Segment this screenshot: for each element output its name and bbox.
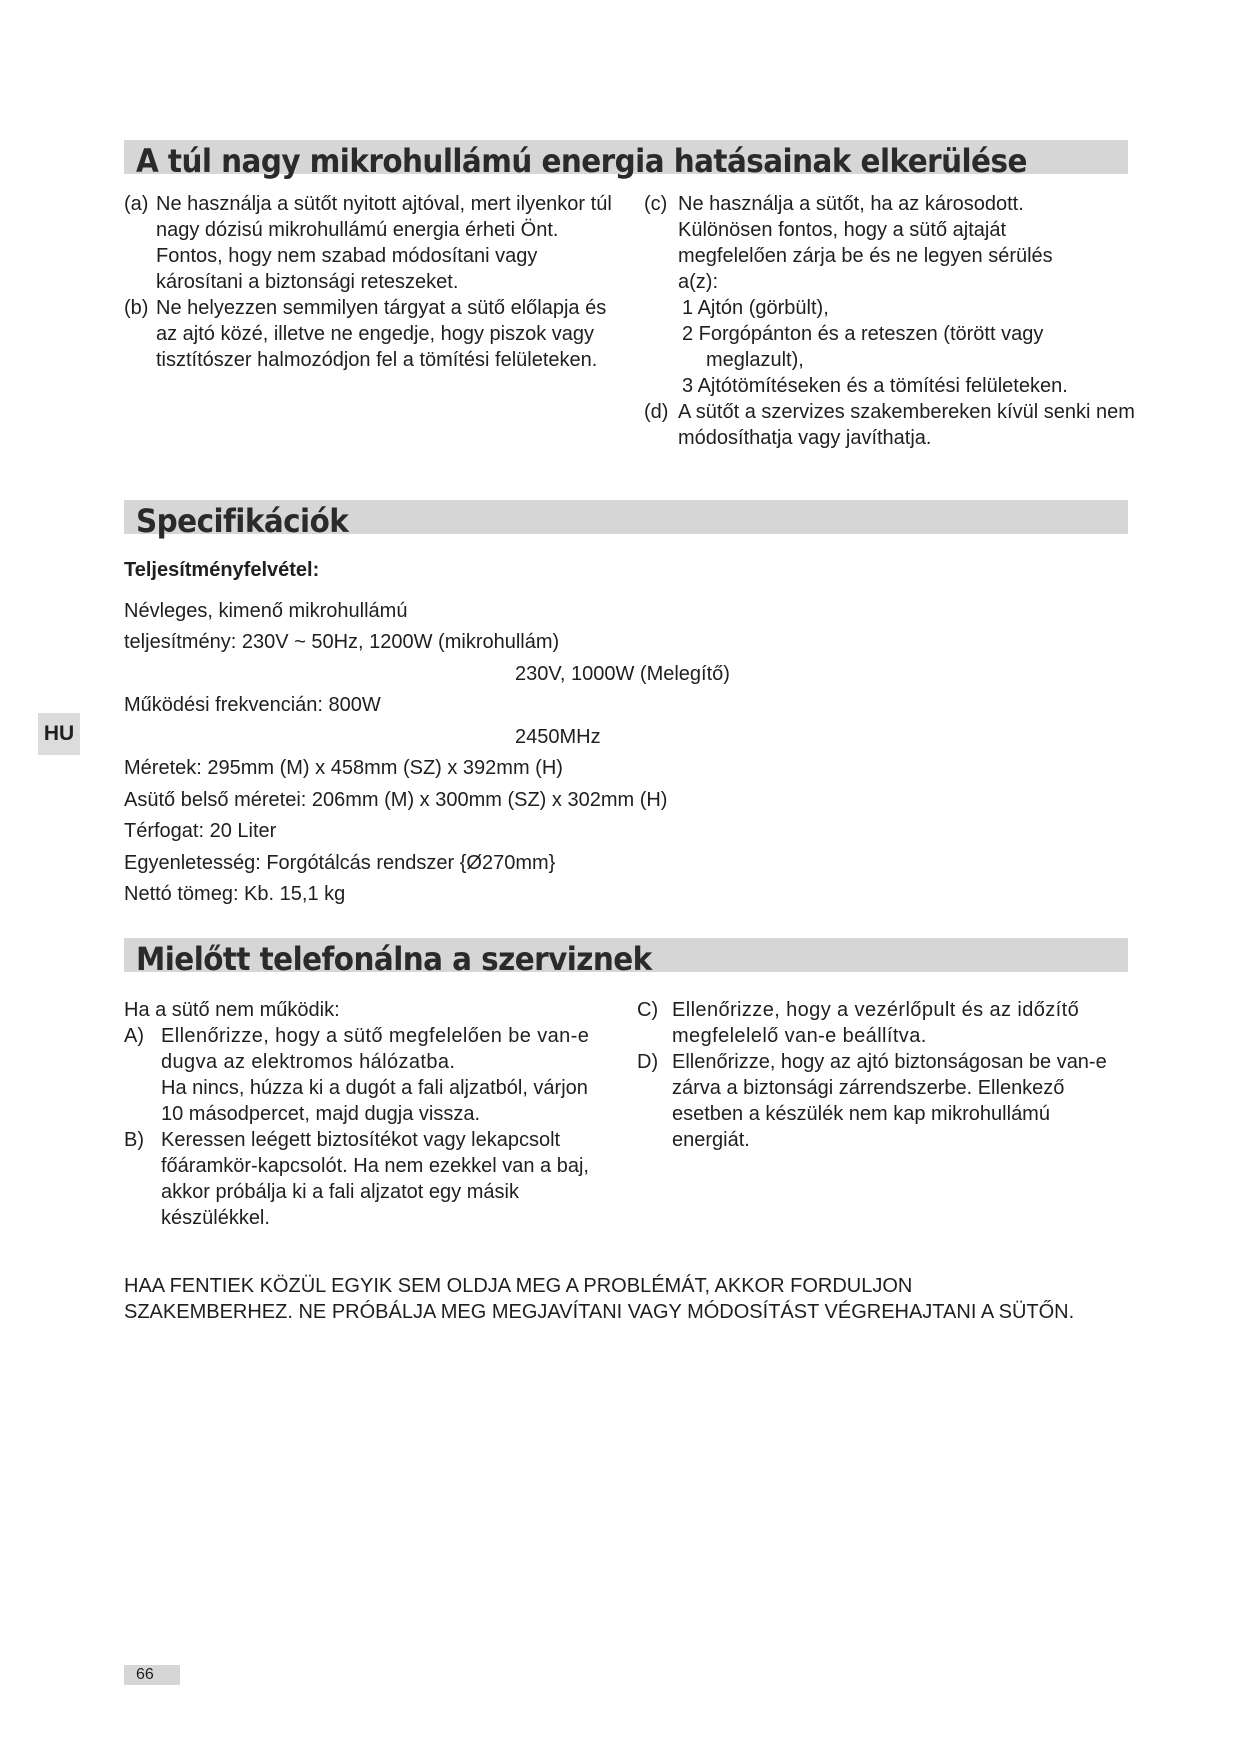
sub-item: meglazult), xyxy=(706,349,804,371)
item-text: Ellenőrizze, hogy az ajtó biztonságosan be van-e zárva a biztonsági zárrendszerbe. Ellenkező esetben a készülék nem kap mikrohullámú energiát. xyxy=(672,1051,1107,1151)
item-marker: D) xyxy=(637,1051,659,1073)
item-marker: (d) xyxy=(644,401,669,423)
spec-subtitle: Teljesítményfelvétel: xyxy=(124,559,320,581)
spec-line: Méretek: 295mm (M) x 458mm (SZ) x 392mm (H) xyxy=(124,757,563,779)
item-marker: C) xyxy=(637,999,659,1021)
item-text: Ellenőrizze, hogy a sütő megfelelően be van-e dugva az elektromos hálózatba. xyxy=(161,1025,590,1073)
language-tab: HU xyxy=(38,713,80,755)
list-item xyxy=(644,191,1144,399)
item-marker: B) xyxy=(124,1129,144,1151)
spec-line: Egyenletesség: Forgótálcás rendszer {Ø270mm} xyxy=(124,851,556,874)
sub-item: 1 Ajtón (görbült), xyxy=(682,297,829,319)
item-text: A sütőt a szervizes szakembereken kívül senki nem módosíthatja vagy javíthatja. xyxy=(678,401,1135,449)
spec-line: 2450MHz xyxy=(515,725,601,748)
section-title: A túl nagy mikrohullámú energia hatásainak elkerülése xyxy=(136,142,1027,180)
spec-list xyxy=(124,555,1024,911)
list-item xyxy=(637,997,1107,1049)
item-marker: (a) xyxy=(124,193,149,215)
spec-line: Névleges, kimenő mikrohullámú xyxy=(124,599,408,622)
item-extra: Ha nincs, húzza ki a dugót a fali aljzatból, várjon 10 másodpercet, majd dugja vissza. xyxy=(161,1077,588,1125)
section-heading-energy xyxy=(124,140,1128,180)
service-right-column xyxy=(637,997,1107,1153)
spec-line: teljesítmény: 230V ~ 50Hz, 1200W (mikrohullám) xyxy=(124,631,560,653)
item-text: Ellenőrizze, hogy a vezérlőpult és az időzítő megfelelelő van-e beállítva. xyxy=(672,999,1080,1047)
list-item xyxy=(644,399,1144,451)
item-text: Keressen leégett biztosítékot vagy lekapcsolt főáramkör-kapcsolót. Ha nem ezekkel van a baj, akkor próbálja ki a fali aljzatot egy másik készülékkel. xyxy=(161,1129,589,1229)
list-item xyxy=(124,191,624,295)
energy-right-column xyxy=(644,191,1144,451)
item-marker: A) xyxy=(124,1025,144,1047)
list-item xyxy=(124,295,624,373)
sub-item: 3 Ajtótömítéseken és a tömítési felületeken. xyxy=(682,375,1068,397)
item-text: Ne helyezzen semmilyen tárgyat a sütő előlapja és az ajtó közé, illetve ne engedje, hogy piszok vagy tisztítószer halmozódjon fel a tömítési felületeken. xyxy=(156,297,607,371)
spec-line: Asütő belső méretei: 206mm (M) x 300mm (SZ) x 302mm (H) xyxy=(124,788,668,811)
item-text: Ne használja a sütőt nyitott ajtóval, mert ilyenkor túl nagy dózisú mikrohullámú energia érheti Önt. Fontos, hogy nem szabad módosítani vagy károsítani a biztonsági reteszeket. xyxy=(156,193,612,293)
energy-left-column xyxy=(124,191,624,373)
service-left-column xyxy=(124,997,614,1231)
section-title: Mielőtt telefonálna a szerviznek xyxy=(136,940,652,978)
spec-line: Nettó tömeg: Kb. 15,1 kg xyxy=(124,883,346,905)
item-text: Ne használja a sütőt, ha az károsodott. Különösen fontos, hogy a sütő ajtaját megfelelően zárja be és ne legyen sérülés a(z): xyxy=(678,193,1053,293)
list-item xyxy=(637,1049,1107,1153)
section-heading-service xyxy=(124,938,1128,978)
list-item xyxy=(124,1127,614,1231)
section-heading-specs xyxy=(124,500,1128,540)
spec-line: Térfogat: 20 Liter xyxy=(124,820,277,842)
item-marker: (b) xyxy=(124,297,149,319)
spec-line: 230V, 1000W (Melegítő) xyxy=(515,662,730,685)
service-intro: Ha a sütő nem működik: xyxy=(124,999,340,1021)
sub-item: 2 Forgópánton és a reteszen (törött vagy xyxy=(682,323,1044,345)
spec-line: Működési frekvencián: 800W xyxy=(124,694,381,716)
item-marker: (c) xyxy=(644,193,668,215)
warning-text: HAA FENTIEK KÖZÜL EGYIK SEM OLDJA MEG A PROBLÉMÁT, AKKOR FORDULJON SZAKEMBERHEZ. NE PRÓBÁLJA MEG MEGJAVÍTANI VAGY MÓDOSÍTÁST VÉGREHAJTANI A SÜTŐN. xyxy=(124,1275,1075,1323)
section-title: Specifikációk xyxy=(136,502,349,540)
page-number: 66 xyxy=(124,1665,180,1685)
list-item xyxy=(124,1023,614,1127)
